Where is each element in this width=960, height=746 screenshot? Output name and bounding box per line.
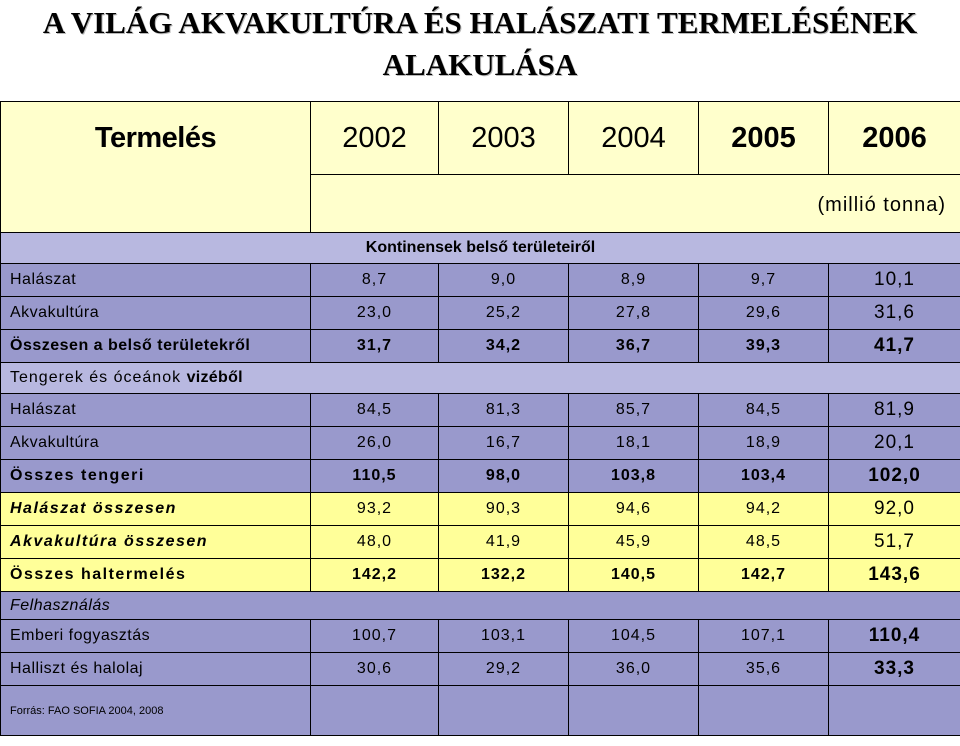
- table-cell: 104,5: [569, 620, 699, 653]
- row-label: Halászat: [1, 394, 311, 427]
- table-cell: 102,0: [829, 460, 960, 493]
- row-label: Összes haltermelés: [1, 559, 311, 592]
- table-cell: 110,5: [311, 460, 439, 493]
- table-cell: 48,5: [699, 526, 829, 559]
- table-cell: 25,2: [439, 297, 569, 330]
- table-cell: 94,2: [699, 493, 829, 526]
- table-cell: 41,7: [829, 330, 960, 363]
- table-cell: 110,4: [829, 620, 960, 653]
- table-cell: 142,7: [699, 559, 829, 592]
- section-marine-suffix: vizéből: [186, 369, 243, 386]
- table-cell: 31,6: [829, 297, 960, 330]
- table-cell: 85,7: [569, 394, 699, 427]
- table-cell: 132,2: [439, 559, 569, 592]
- table-cell: 41,9: [439, 526, 569, 559]
- table-cell: 51,7: [829, 526, 960, 559]
- section-marine: [1, 363, 960, 394]
- row-label: Akvakultúra összesen: [1, 526, 311, 559]
- table-cell: 10,1: [829, 264, 960, 297]
- table-row: [1, 460, 960, 493]
- table-cell: 20,1: [829, 427, 960, 460]
- row-label: Akvakultúra: [1, 297, 311, 330]
- table-cell: 35,6: [699, 653, 829, 686]
- table-row: [1, 653, 960, 686]
- table-row: [1, 330, 960, 363]
- row-label: Halliszt és halolaj: [1, 653, 311, 686]
- table-cell: 18,9: [699, 427, 829, 460]
- row-label: Emberi fogyasztás: [1, 620, 311, 653]
- title-line-2: ALAKULÁSA: [382, 47, 578, 82]
- table-cell: 27,8: [569, 297, 699, 330]
- table-cell: 36,7: [569, 330, 699, 363]
- table-cell: 48,0: [311, 526, 439, 559]
- production-table: [0, 101, 960, 736]
- table-cell: 18,1: [569, 427, 699, 460]
- table-cell: 107,1: [699, 620, 829, 653]
- table-cell: 103,4: [699, 460, 829, 493]
- footer-cell: [439, 686, 569, 736]
- footer-row: [1, 686, 960, 736]
- header-row: [1, 102, 960, 175]
- section-usage: Felhasználás: [1, 592, 960, 620]
- table-cell: 98,0: [439, 460, 569, 493]
- table-cell: 81,3: [439, 394, 569, 427]
- row-label: Összes tengeri: [1, 460, 311, 493]
- table-row: [1, 297, 960, 330]
- column-header-year: 2003: [439, 102, 569, 175]
- row-label: Összesen a belső területekről: [1, 330, 311, 363]
- table-cell: 94,6: [569, 493, 699, 526]
- table-cell: 30,6: [311, 653, 439, 686]
- section-row: [1, 363, 960, 394]
- section-inland: Kontinensek belső területeiről: [1, 233, 960, 264]
- table-cell: 81,9: [829, 394, 960, 427]
- column-header-year: 2005: [699, 102, 829, 175]
- section-row: [1, 233, 960, 264]
- table-cell: 31,7: [311, 330, 439, 363]
- table-cell: 142,2: [311, 559, 439, 592]
- title-line-1: A VILÁG AKVAKULTÚRA ÉS HALÁSZATI TERMELÉSÉNEK: [42, 5, 918, 40]
- table-cell: 103,1: [439, 620, 569, 653]
- table-cell: 9,7: [699, 264, 829, 297]
- table-row: [1, 394, 960, 427]
- table-cell: 8,9: [569, 264, 699, 297]
- table-cell: 140,5: [569, 559, 699, 592]
- table-cell: 90,3: [439, 493, 569, 526]
- table-cell: 9,0: [439, 264, 569, 297]
- row-label: Halászat: [1, 264, 311, 297]
- unit-spacer: [1, 175, 311, 233]
- table-cell: 29,6: [699, 297, 829, 330]
- table-row: [1, 559, 960, 592]
- table-cell: 92,0: [829, 493, 960, 526]
- table-cell: 34,2: [439, 330, 569, 363]
- table-cell: 84,5: [699, 394, 829, 427]
- column-header-year: 2006: [829, 102, 960, 175]
- table-cell: 23,0: [311, 297, 439, 330]
- section-marine-prefix: Tengerek és óceánok: [10, 369, 182, 386]
- table-cell: 33,3: [829, 653, 960, 686]
- unit-row: [1, 175, 960, 233]
- footer-cell: [311, 686, 439, 736]
- table-row: [1, 620, 960, 653]
- table-cell: 29,2: [439, 653, 569, 686]
- table-cell: 26,0: [311, 427, 439, 460]
- footer-cell: [569, 686, 699, 736]
- table-cell: 36,0: [569, 653, 699, 686]
- source-note: Forrás: FAO SOFIA 2004, 2008: [1, 686, 311, 736]
- table-cell: 45,9: [569, 526, 699, 559]
- table-cell: 93,2: [311, 493, 439, 526]
- table-row: [1, 264, 960, 297]
- table-cell: 100,7: [311, 620, 439, 653]
- table-cell: 84,5: [311, 394, 439, 427]
- table-cell: 8,7: [311, 264, 439, 297]
- table-cell: 16,7: [439, 427, 569, 460]
- column-header-production: Termelés: [1, 102, 311, 175]
- footer-cell: [829, 686, 960, 736]
- unit-label: (millió tonna): [311, 175, 960, 233]
- table-cell: 143,6: [829, 559, 960, 592]
- table-row: [1, 526, 960, 559]
- page-title: [0, 0, 960, 101]
- row-label: Halászat összesen: [1, 493, 311, 526]
- footer-cell: [699, 686, 829, 736]
- table-cell: 39,3: [699, 330, 829, 363]
- table-row: [1, 493, 960, 526]
- row-label: Akvakultúra: [1, 427, 311, 460]
- column-header-year: 2004: [569, 102, 699, 175]
- section-row: [1, 592, 960, 620]
- table-cell: 103,8: [569, 460, 699, 493]
- table-row: [1, 427, 960, 460]
- column-header-year: 2002: [311, 102, 439, 175]
